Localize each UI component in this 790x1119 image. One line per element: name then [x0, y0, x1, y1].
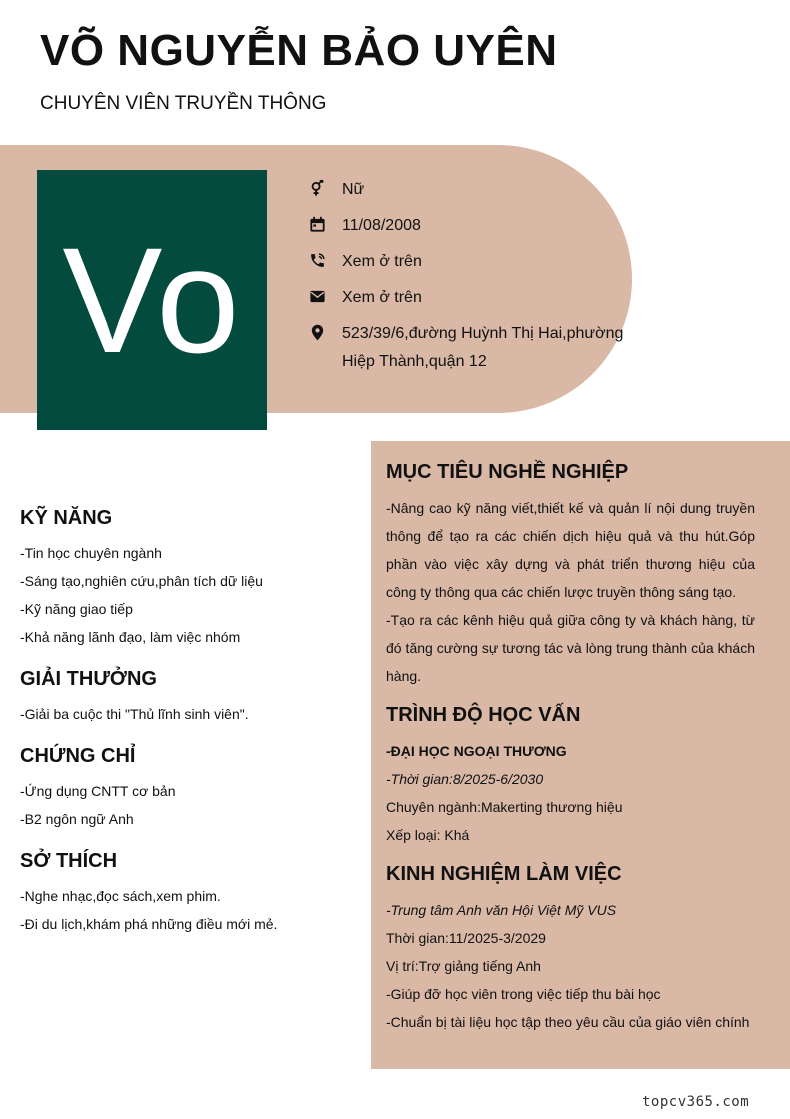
contact-email	[308, 284, 628, 312]
experience-period: Thời gian:11/2025-3/2029	[386, 930, 546, 946]
skills-heading: KỸ NĂNG	[20, 507, 113, 529]
list-item: -Đi du lịch,khám phá những điều mới mẻ.	[20, 916, 278, 932]
list-item: -Kỹ năng giao tiếp	[20, 601, 133, 617]
list-item: -Giải ba cuộc thi "Thủ lĩnh sinh viên".	[20, 706, 249, 722]
avatar	[37, 170, 267, 430]
education-grade: Xếp loại: Khá	[386, 827, 470, 843]
location-pin-icon	[308, 323, 326, 341]
avatar-initials: Vo	[62, 215, 242, 384]
birthdate-value: 11/08/2008	[342, 217, 421, 234]
list-item: -Ứng dụng CNTT cơ bản	[20, 783, 176, 799]
phone-value: Xem ở trên	[342, 253, 422, 270]
skills-section	[20, 507, 350, 651]
objective-paragraph: -Tạo ra các kênh hiệu quả giữa công ty và khách hàng, từ đó tăng cường sự tương tác và lòng trung thành của khách hàng.	[386, 612, 755, 684]
education-section	[386, 704, 755, 849]
experience-company: -Trung tâm Anh văn Hội Việt Mỹ VUS	[386, 902, 617, 918]
experience-duty: -Giúp đỡ học viên trong việc tiếp thu bài học	[386, 986, 661, 1002]
experience-heading: KINH NGHIỆM LÀM VIỆC	[386, 863, 622, 885]
candidate-name: VÕ NGUYỄN BẢO UYÊN	[40, 26, 558, 75]
calendar-icon	[308, 215, 326, 233]
contact-address	[308, 320, 628, 376]
job-title: CHUYÊN VIÊN TRUYỀN THÔNG	[40, 93, 327, 114]
objective-paragraph: -Nâng cao kỹ năng viết,thiết kế và quản lí nội dung truyền thông để tạo ra các chiến dịch hiệu quả và thu hút.Góp phần vào việc xây dựng và phát triển thương hiệu của công ty thông qua các chiến lược truyền thông sáng tạo.	[386, 500, 755, 600]
gender-value: Nữ	[342, 181, 365, 198]
list-item: -B2 ngôn ngữ Anh	[20, 811, 134, 827]
left-column	[20, 507, 350, 955]
objective-heading: MỤC TIÊU NGHỀ NGHIỆP	[386, 461, 629, 483]
right-panel	[371, 441, 790, 1069]
list-item: -Sáng tạo,nghiên cứu,phân tích dữ liệu	[20, 573, 263, 589]
awards-section	[20, 668, 350, 728]
contact-phone	[308, 248, 628, 276]
gender-icon	[308, 179, 326, 197]
address-value: 523/39/6,đường Huỳnh Thị Hai,phường Hiệp Thành,quận 12	[342, 325, 624, 370]
watermark: topcv365.com	[642, 1094, 750, 1110]
experience-duty: -Chuẩn bị tài liệu học tập theo yêu cầu của giáo viên chính	[386, 1014, 750, 1030]
hobbies-section	[20, 850, 350, 938]
education-period: -Thời gian:8/2025-6/2030	[386, 771, 544, 787]
phone-icon	[308, 251, 326, 269]
list-item: -Tin học chuyên ngành	[20, 545, 162, 561]
list-item: -Nghe nhạc,đọc sách,xem phim.	[20, 888, 221, 904]
list-item: -Khả năng lãnh đạo, làm việc nhóm	[20, 629, 241, 645]
hobbies-heading: SỞ THÍCH	[20, 850, 118, 872]
education-major: Chuyên ngành:Makerting thương hiệu	[386, 799, 623, 815]
certificates-heading: CHỨNG CHỈ	[20, 745, 136, 767]
contact-info	[308, 176, 628, 384]
education-heading: TRÌNH ĐỘ HỌC VẤN	[386, 704, 581, 726]
contact-birthdate	[308, 212, 628, 240]
objective-section	[386, 461, 755, 690]
certificates-section	[20, 745, 350, 833]
education-school: -ĐẠI HỌC NGOẠI THƯƠNG	[386, 743, 567, 759]
contact-gender	[308, 176, 628, 204]
experience-section	[386, 863, 755, 1036]
email-value: Xem ở trên	[342, 289, 422, 306]
envelope-icon	[308, 287, 326, 305]
experience-position: Vị trí:Trợ giảng tiếng Anh	[386, 958, 541, 974]
awards-heading: GIẢI THƯỞNG	[20, 668, 157, 690]
